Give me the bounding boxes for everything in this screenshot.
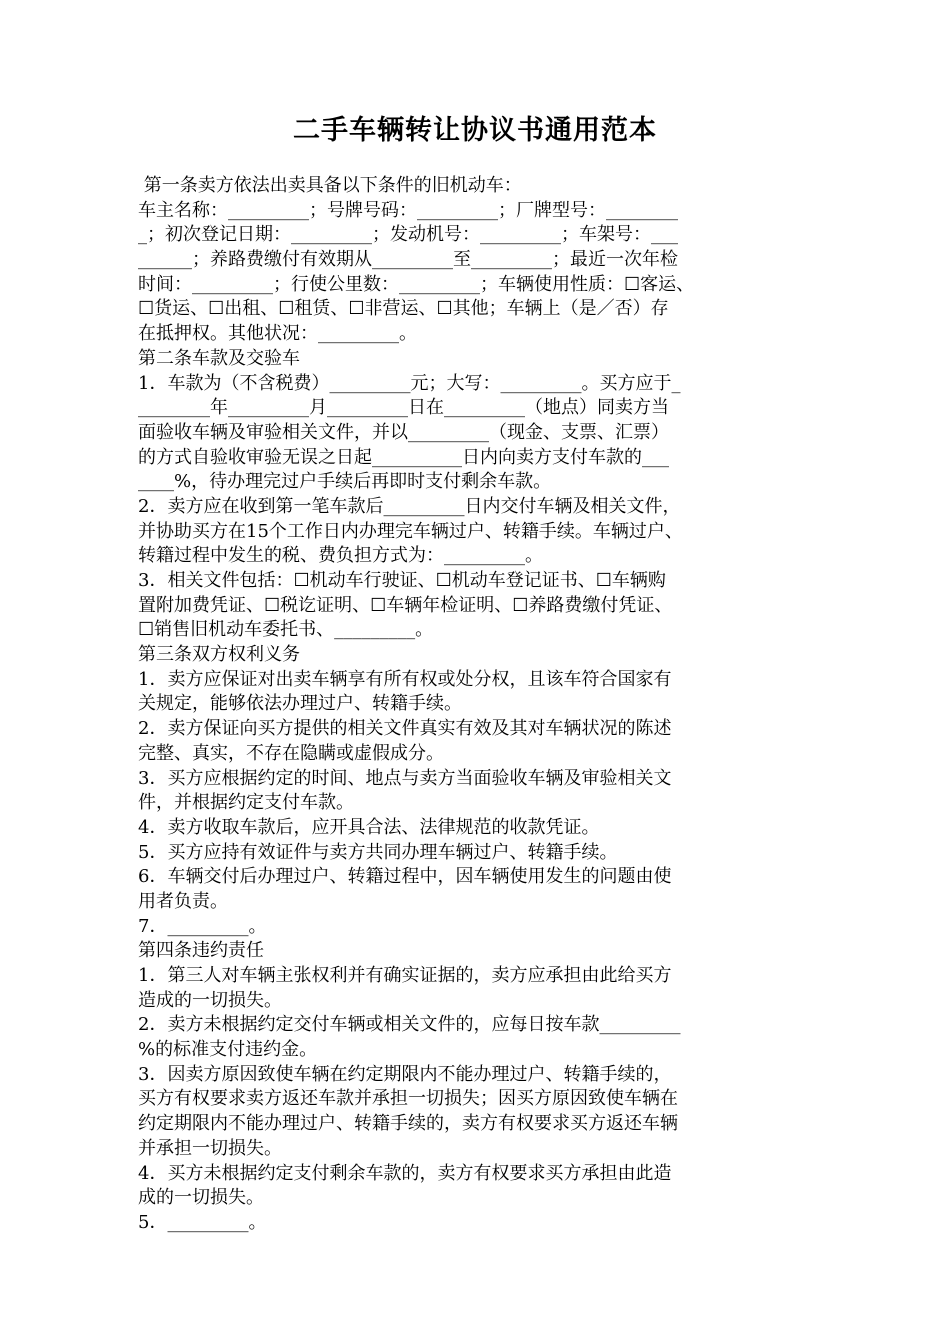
document-line: 1．卖方应保证对出卖车辆享有所有权或处分权，且该车符合国家有	[138, 668, 672, 690]
document-line: ________年_________月_________日在_________（地点）同卖方当	[138, 397, 669, 419]
document-line: 2．卖方保证向买方提供的相关文件真实有效及其对车辆状况的陈述	[138, 718, 672, 740]
document-line: 的方式自验收审验无误之日起__________日内向卖方支付车款的___	[138, 446, 669, 468]
document-line: 6．车辆交付后办理过户、转籍过程中，因车辆使用发生的问题由使	[138, 866, 672, 888]
document-line: ☐货运、☐出租、☐租赁、☐非营运、☐其他；车辆上（是／否）存	[138, 298, 669, 320]
document-line: %的标准支付违约金。	[138, 1039, 318, 1061]
document-line: 第四条违约责任	[138, 940, 264, 962]
document-line: 2．卖方应在收到第一笔车款后_________日内交付车辆及相关文件，	[138, 495, 681, 517]
document-line: 3．相关文件包括：☐机动车行驶证、☐机动车登记证书、☐车辆购	[138, 570, 666, 591]
document-line: 4．买方未根据约定支付剩余车款的，卖方有权要求买方承担由此造	[138, 1162, 672, 1184]
document-line: 关规定，能够依法办理过户、转籍手续。	[138, 693, 462, 715]
document-line: 件，并根据约定支付车款。	[138, 792, 354, 814]
document-line: 约定期限内不能办理过户、转籍手续的，卖方有权要求买方返还车辆	[138, 1113, 678, 1135]
document-line: 并承担一切损失。	[138, 1137, 282, 1159]
document-line: ______；养路费缴付有效期从_________至_________；最近一次年检	[138, 249, 678, 271]
document-line: 成的一切损失。	[138, 1187, 264, 1209]
document-line: 1．车款为（不含税费）_________元；大写：_________。买方应于_	[138, 372, 681, 394]
document-line: 并协助买方在15个工作日内办理完车辆过户、转籍手续。车辆过户、	[138, 520, 683, 542]
document-line: 转籍过程中发生的税、费负担方式为：_________。	[138, 545, 543, 567]
document-line: 1．第三人对车辆主张权利并有确实证据的，卖方应承担由此给买方	[138, 965, 672, 986]
document-line: 面验收车辆及审验相关文件，并以_________（现金、支票、汇票）	[138, 421, 669, 443]
document-line: 买方有权要求卖方返还车款并承担一切损失；因买方原因致使车辆在	[138, 1088, 678, 1110]
document-line: 置附加费凭证、☐税讫证明、☐车辆年检证明、☐养路费缴付凭证、	[138, 594, 673, 616]
document-line: _；初次登记日期：_________；发动机号：_________；车架号：___	[138, 224, 678, 246]
document-line: 第一条卖方依法出卖具备以下条件的旧机动车：	[138, 175, 522, 196]
document-line: 在抵押权。其他状况：_________。	[138, 323, 417, 345]
document-line: 用者负责。	[138, 890, 228, 912]
document-line: ____%，待办理完过户手续后再即时支付剩余车款。	[138, 471, 552, 493]
document-line: 3．买方应根据约定的时间、地点与卖方当面验收车辆及审验相关文	[138, 767, 672, 789]
document-line: 2．卖方未根据约定交付车辆或相关文件的，应每日按车款_________	[138, 1014, 681, 1036]
document-line: 5．_________。	[138, 1211, 267, 1233]
document-line: 造成的一切损失。	[138, 989, 282, 1011]
document-line: 3．因卖方原因致使车辆在约定期限内不能办理过户、转籍手续的，	[138, 1063, 672, 1085]
document-line: 完整、真实，不存在隐瞒或虚假成分。	[138, 742, 444, 764]
document-line: ☐销售旧机动车委托书、_________。	[138, 619, 434, 641]
document-line: 5．买方应持有效证件与卖方共同办理车辆过户、转籍手续。	[138, 841, 618, 863]
document-line: 7．_________。	[138, 915, 267, 937]
document-line: 时间：_________；行使公里数：_________；车辆使用性质：☐客运、	[138, 273, 695, 295]
document-line: 车主名称：_________；号牌号码：_________；厂牌型号：________	[138, 199, 678, 221]
document-line: 第二条车款及交验车	[138, 347, 300, 369]
document-body	[138, 174, 818, 1236]
document-line: 4．卖方收取车款后，应开具合法、法律规范的收款凭证。	[138, 816, 600, 838]
document-line: 第三条双方权利义务	[138, 644, 300, 666]
document-title: 二手车辆转让协议书通用范本	[293, 115, 657, 146]
